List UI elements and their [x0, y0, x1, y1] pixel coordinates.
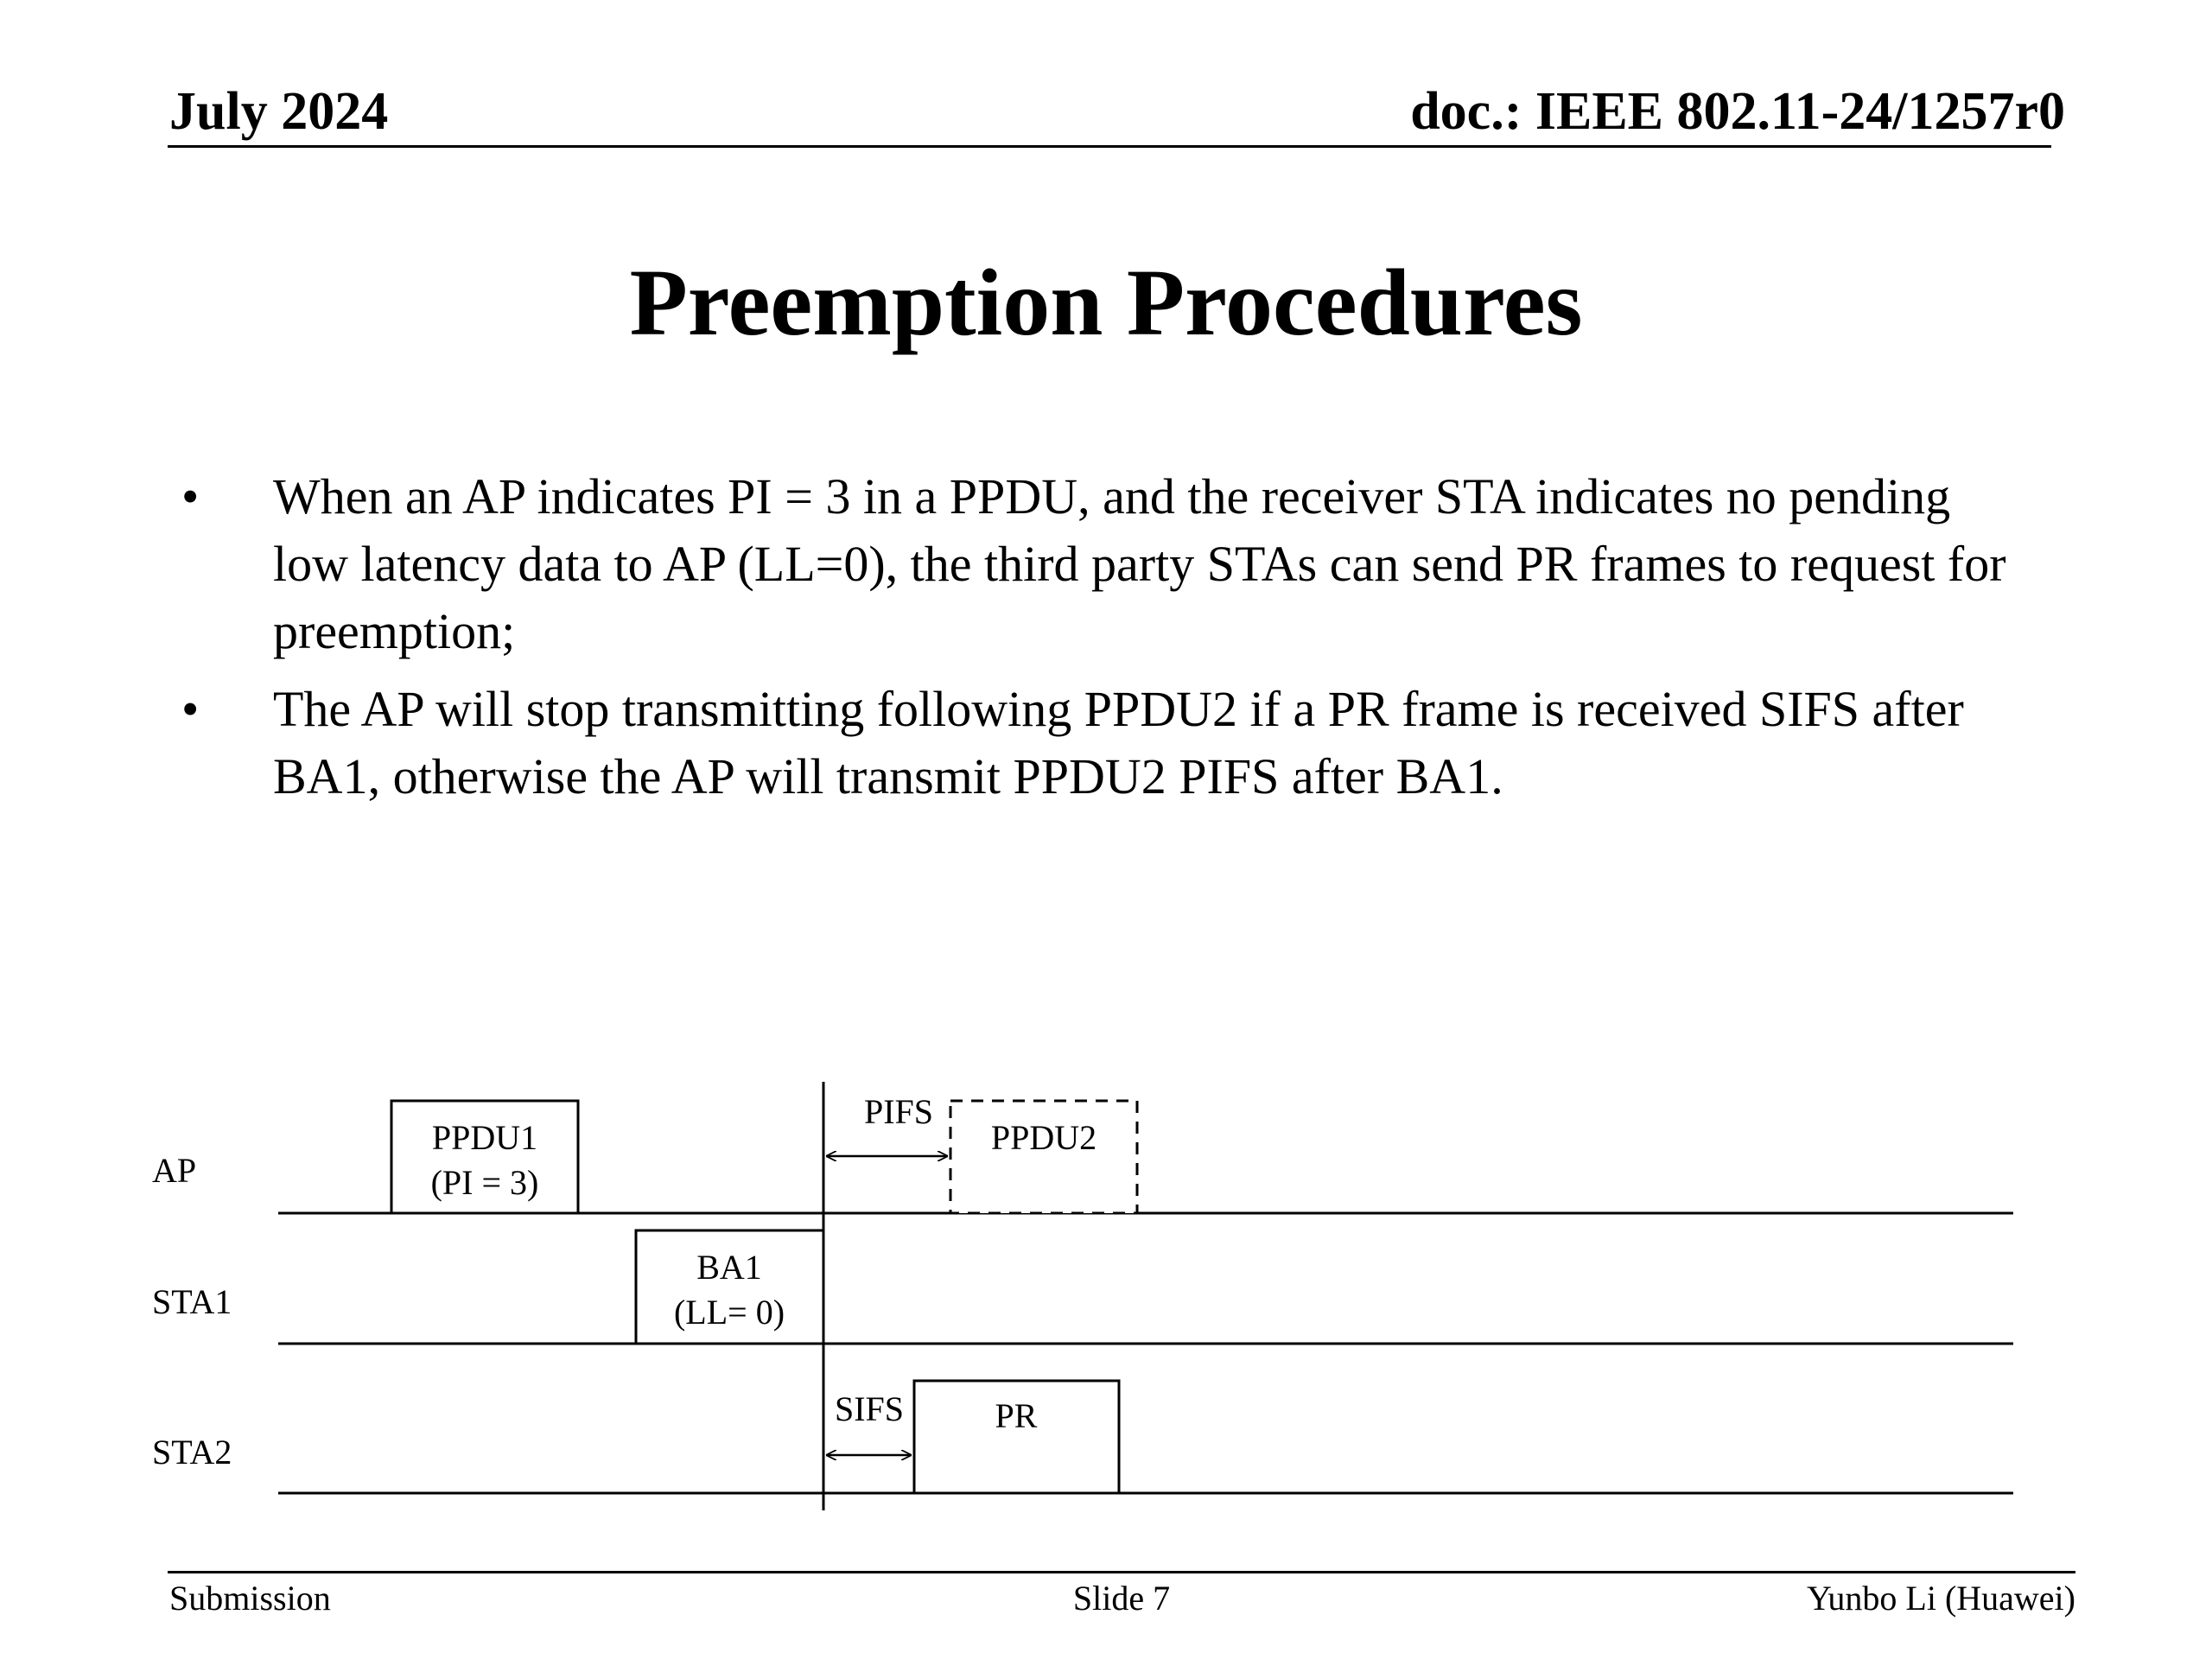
- slide-title: Preemption Procedures: [629, 250, 1583, 355]
- footer-author: Yunbo Li (Huawei): [1806, 1579, 2075, 1618]
- bullet-text: When an AP indicates PI = 3 in a PPDU, and the receiver STA indicates no pending low latency data to AP (LL=0), the third party STAs can send PR frames to request for preemption;: [273, 468, 2006, 659]
- interval-pifs-label: PIFS: [863, 1092, 934, 1131]
- frame-ppdu2-label: PPDU2: [990, 1118, 1097, 1157]
- bullet-marker: •: [181, 681, 200, 737]
- frame-ba1-label: BA1: [696, 1248, 762, 1287]
- bullet-text: The AP will stop transmitting following PPDU2 if a PR frame is received SIFS after BA1, otherwise the AP will transmit PPDU2 PIFS after BA1.: [273, 681, 1964, 804]
- footer-slide-number: Slide 7: [1072, 1579, 1171, 1618]
- frame-ba1-sublabel: (LL= 0): [673, 1293, 785, 1332]
- footer-rule: [168, 1571, 2075, 1573]
- row-label-sta1: STA1: [152, 1282, 232, 1321]
- frame-ppdu1-sublabel: (PI = 3): [430, 1163, 539, 1202]
- interval-sifs-label: SIFS: [834, 1389, 905, 1428]
- row-label-sta2: STA2: [152, 1433, 232, 1471]
- frame-pr-label: PR: [995, 1396, 1038, 1435]
- frame-ppdu1-label: PPDU1: [431, 1118, 538, 1157]
- row-label-ap: AP: [152, 1151, 197, 1190]
- footer-submission: Submission: [169, 1579, 331, 1618]
- header-date: July 2024: [169, 82, 389, 141]
- bullet-marker: •: [181, 468, 200, 524]
- header-doc-id: doc.: IEEE 802.11-24/1257r0: [1410, 82, 2065, 141]
